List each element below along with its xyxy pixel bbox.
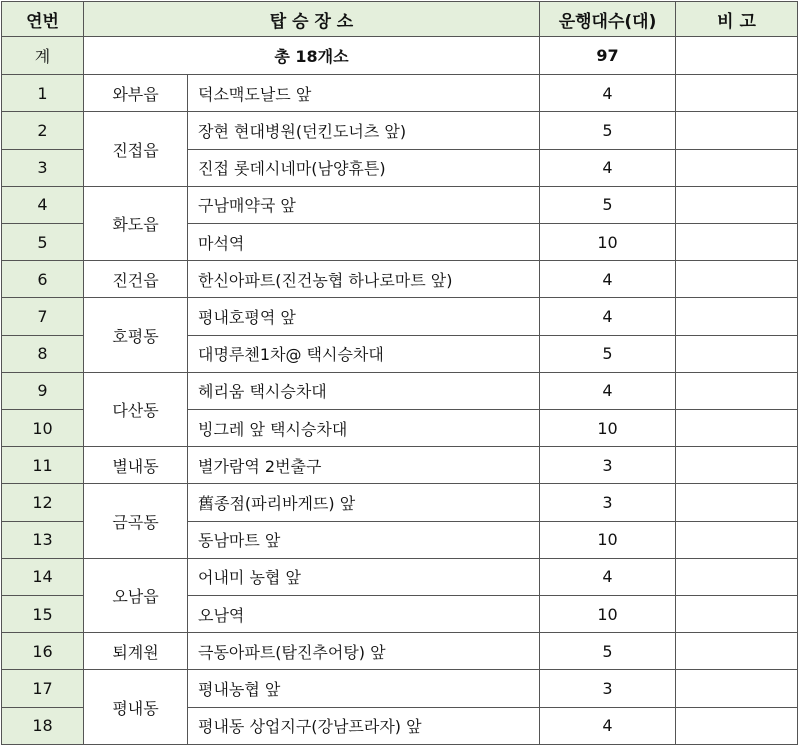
note-cell xyxy=(676,484,798,521)
row-number: 9 xyxy=(2,372,84,409)
row-number: 17 xyxy=(2,670,84,707)
boarding-place: 마석역 xyxy=(188,224,540,261)
header-note: 비 고 xyxy=(676,2,798,37)
row-number: 15 xyxy=(2,596,84,633)
table-row xyxy=(2,298,798,335)
row-number: 7 xyxy=(2,298,84,335)
note-cell xyxy=(676,447,798,484)
boarding-place: 舊종점(파리바게뜨) 앞 xyxy=(188,484,540,521)
area-name: 금곡동 xyxy=(84,484,188,558)
table-row xyxy=(2,112,798,149)
area-name: 진접읍 xyxy=(84,112,188,186)
total-row xyxy=(2,37,798,75)
note-cell xyxy=(676,596,798,633)
vehicle-count: 10 xyxy=(540,224,676,261)
header-no: 연번 xyxy=(2,2,84,37)
note-cell xyxy=(676,298,798,335)
vehicle-count: 4 xyxy=(540,372,676,409)
header-row xyxy=(2,2,798,37)
row-number: 12 xyxy=(2,484,84,521)
boarding-place: 진접 롯데시네마(남양휴튼) xyxy=(188,149,540,186)
table-row xyxy=(2,261,798,298)
boarding-place: 평내호평역 앞 xyxy=(188,298,540,335)
row-number: 3 xyxy=(2,149,84,186)
table-row xyxy=(2,186,798,223)
boarding-place: 동남마트 앞 xyxy=(188,521,540,558)
note-cell xyxy=(676,558,798,595)
table-row xyxy=(2,633,798,670)
boarding-place: 어내미 농협 앞 xyxy=(188,558,540,595)
boarding-place: 오남역 xyxy=(188,596,540,633)
vehicle-count: 10 xyxy=(540,521,676,558)
area-name: 화도읍 xyxy=(84,186,188,260)
area-name: 별내동 xyxy=(84,447,188,484)
vehicle-count: 3 xyxy=(540,447,676,484)
note-cell xyxy=(676,149,798,186)
row-number: 18 xyxy=(2,707,84,744)
note-cell xyxy=(676,410,798,447)
vehicle-count: 5 xyxy=(540,633,676,670)
table-row xyxy=(2,484,798,521)
area-name: 다산동 xyxy=(84,372,188,446)
row-number: 16 xyxy=(2,633,84,670)
total-summary: 총 18개소 xyxy=(84,37,540,75)
note-cell xyxy=(676,186,798,223)
note-cell xyxy=(676,372,798,409)
boarding-place: 대명루첸1차@ 택시승차대 xyxy=(188,335,540,372)
note-cell xyxy=(676,112,798,149)
area-name: 진건읍 xyxy=(84,261,188,298)
row-number: 1 xyxy=(2,75,84,112)
area-name: 오남읍 xyxy=(84,558,188,632)
vehicle-count: 4 xyxy=(540,75,676,112)
area-name: 와부읍 xyxy=(84,75,188,112)
area-name: 퇴계원 xyxy=(84,633,188,670)
note-cell xyxy=(676,224,798,261)
total-count: 97 xyxy=(540,37,676,75)
vehicle-count: 3 xyxy=(540,484,676,521)
total-label: 계 xyxy=(2,37,84,75)
row-number: 5 xyxy=(2,224,84,261)
row-number: 14 xyxy=(2,558,84,595)
vehicle-count: 4 xyxy=(540,558,676,595)
table-row xyxy=(2,447,798,484)
table-row xyxy=(2,372,798,409)
row-number: 4 xyxy=(2,186,84,223)
boarding-place: 별가람역 2번출구 xyxy=(188,447,540,484)
boarding-location-table xyxy=(1,1,798,745)
table-row xyxy=(2,558,798,595)
vehicle-count: 10 xyxy=(540,410,676,447)
boarding-place: 극동아파트(탐진추어탕) 앞 xyxy=(188,633,540,670)
header-place: 탑 승 장 소 xyxy=(84,2,540,37)
boarding-place: 평내동 상업지구(강남프라자) 앞 xyxy=(188,707,540,744)
area-name: 호평동 xyxy=(84,298,188,372)
area-name: 평내동 xyxy=(84,670,188,745)
boarding-place: 평내농협 앞 xyxy=(188,670,540,707)
boarding-place: 덕소맥도날드 앞 xyxy=(188,75,540,112)
vehicle-count: 4 xyxy=(540,298,676,335)
vehicle-count: 4 xyxy=(540,707,676,744)
row-number: 10 xyxy=(2,410,84,447)
boarding-place: 빙그레 앞 택시승차대 xyxy=(188,410,540,447)
row-number: 13 xyxy=(2,521,84,558)
note-cell xyxy=(676,707,798,744)
row-number: 2 xyxy=(2,112,84,149)
note-cell xyxy=(676,75,798,112)
note-cell xyxy=(676,521,798,558)
vehicle-count: 5 xyxy=(540,335,676,372)
vehicle-count: 5 xyxy=(540,112,676,149)
row-number: 8 xyxy=(2,335,84,372)
boarding-place: 한신아파트(진건농협 하나로마트 앞) xyxy=(188,261,540,298)
note-cell xyxy=(676,335,798,372)
note-cell xyxy=(676,670,798,707)
note-cell xyxy=(676,261,798,298)
vehicle-count: 4 xyxy=(540,149,676,186)
vehicle-count: 4 xyxy=(540,261,676,298)
boarding-place: 헤리움 택시승차대 xyxy=(188,372,540,409)
boarding-place: 장현 현대병원(던킨도너츠 앞) xyxy=(188,112,540,149)
row-number: 11 xyxy=(2,447,84,484)
header-count: 운행대수(대) xyxy=(540,2,676,37)
total-note xyxy=(676,37,798,75)
vehicle-count: 10 xyxy=(540,596,676,633)
note-cell xyxy=(676,633,798,670)
table-row xyxy=(2,75,798,112)
vehicle-count: 5 xyxy=(540,186,676,223)
table-row xyxy=(2,670,798,707)
row-number: 6 xyxy=(2,261,84,298)
vehicle-count: 3 xyxy=(540,670,676,707)
boarding-place: 구남매약국 앞 xyxy=(188,186,540,223)
